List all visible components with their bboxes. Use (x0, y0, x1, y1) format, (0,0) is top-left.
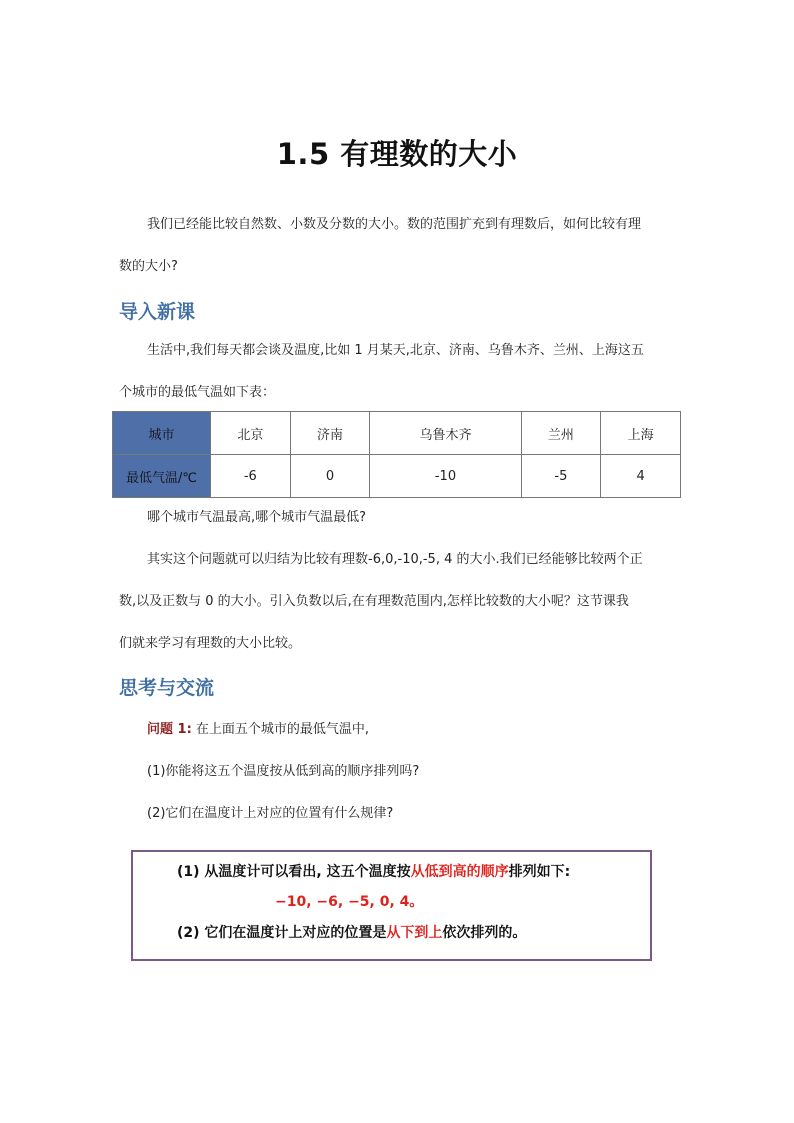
sub-question-1: (1)你能将这五个温度按从低到高的顺序排列吗? (147, 764, 420, 779)
table-cell: -6 (211, 455, 291, 498)
after-table-line-2: 数,以及正数与 0 的大小。引入负数以后,在有理数范围内,怎样比较数的大小呢？这节课我 (119, 594, 629, 609)
table-cell: 0 (290, 455, 370, 498)
answer-box (131, 850, 652, 961)
table-cell: 济南 (290, 412, 370, 455)
table-row (113, 412, 681, 455)
intro-paragraph (119, 204, 679, 288)
after-table-line-3: 们就来学习有理数的大小比较。 (119, 636, 302, 651)
table-cell: 乌鲁木齐 (370, 412, 521, 455)
answer-2-highlight: 从下到上 (386, 925, 443, 941)
table-cell: -5 (521, 455, 601, 498)
answer-1: (1) 从温度计可以看出, 这五个温度按从低到高的顺序排列如下: (177, 864, 571, 880)
temperature-table (112, 411, 681, 498)
section1-paragraph (119, 330, 679, 414)
after-table-line-1: 其实这个问题就可以归结为比较有理数-6,0,-10,-5, 4 的大小.我们已经能够比较两个正 (147, 552, 643, 567)
section1-line-2: 个城市的最低气温如下表： (119, 385, 276, 400)
intro-line-2: 数的大小? (119, 259, 178, 274)
answer-1-values: −10, −6, −5, 0, 4。 (275, 894, 424, 910)
after-table-paragraph (119, 497, 679, 665)
table-cell: 上海 (601, 412, 681, 455)
section1-line-1: 生活中,我们每天都会谈及温度,比如 1 月某天,北京、济南、乌鲁木齐、兰州、上海这五 (147, 343, 644, 358)
answer-2: (2) 它们在温度计上对应的位置是从下到上依次排列的。 (177, 925, 527, 941)
page-title: 1.5 有理数的大小 (276, 137, 518, 171)
intro-line-1: 我们已经能比较自然数、小数及分数的大小。数的范围扩充到有理数后，如何比较有理 (147, 217, 642, 232)
question-line: 哪个城市气温最高,哪个城市气温最低? (147, 510, 367, 525)
section-heading-think: 思考与交流 (119, 677, 215, 699)
table-cell: -10 (370, 455, 521, 498)
table-cell: 北京 (211, 412, 291, 455)
table-cell: 4 (601, 455, 681, 498)
row-header-temp: 最低气温/℃ (113, 455, 211, 498)
question-1 (147, 718, 369, 737)
table-cell: 兰州 (521, 412, 601, 455)
table-row (113, 455, 681, 498)
question-label: 问题 1: (147, 722, 192, 737)
question-text: 在上面五个城市的最低气温中, (191, 722, 370, 737)
section-heading-intro: 导入新课 (119, 301, 196, 323)
answer-1-highlight: 从低到高的顺序 (410, 864, 509, 880)
row-header-city: 城市 (113, 412, 211, 455)
sub-question-2: (2)它们在温度计上对应的位置有什么规律? (147, 806, 394, 821)
